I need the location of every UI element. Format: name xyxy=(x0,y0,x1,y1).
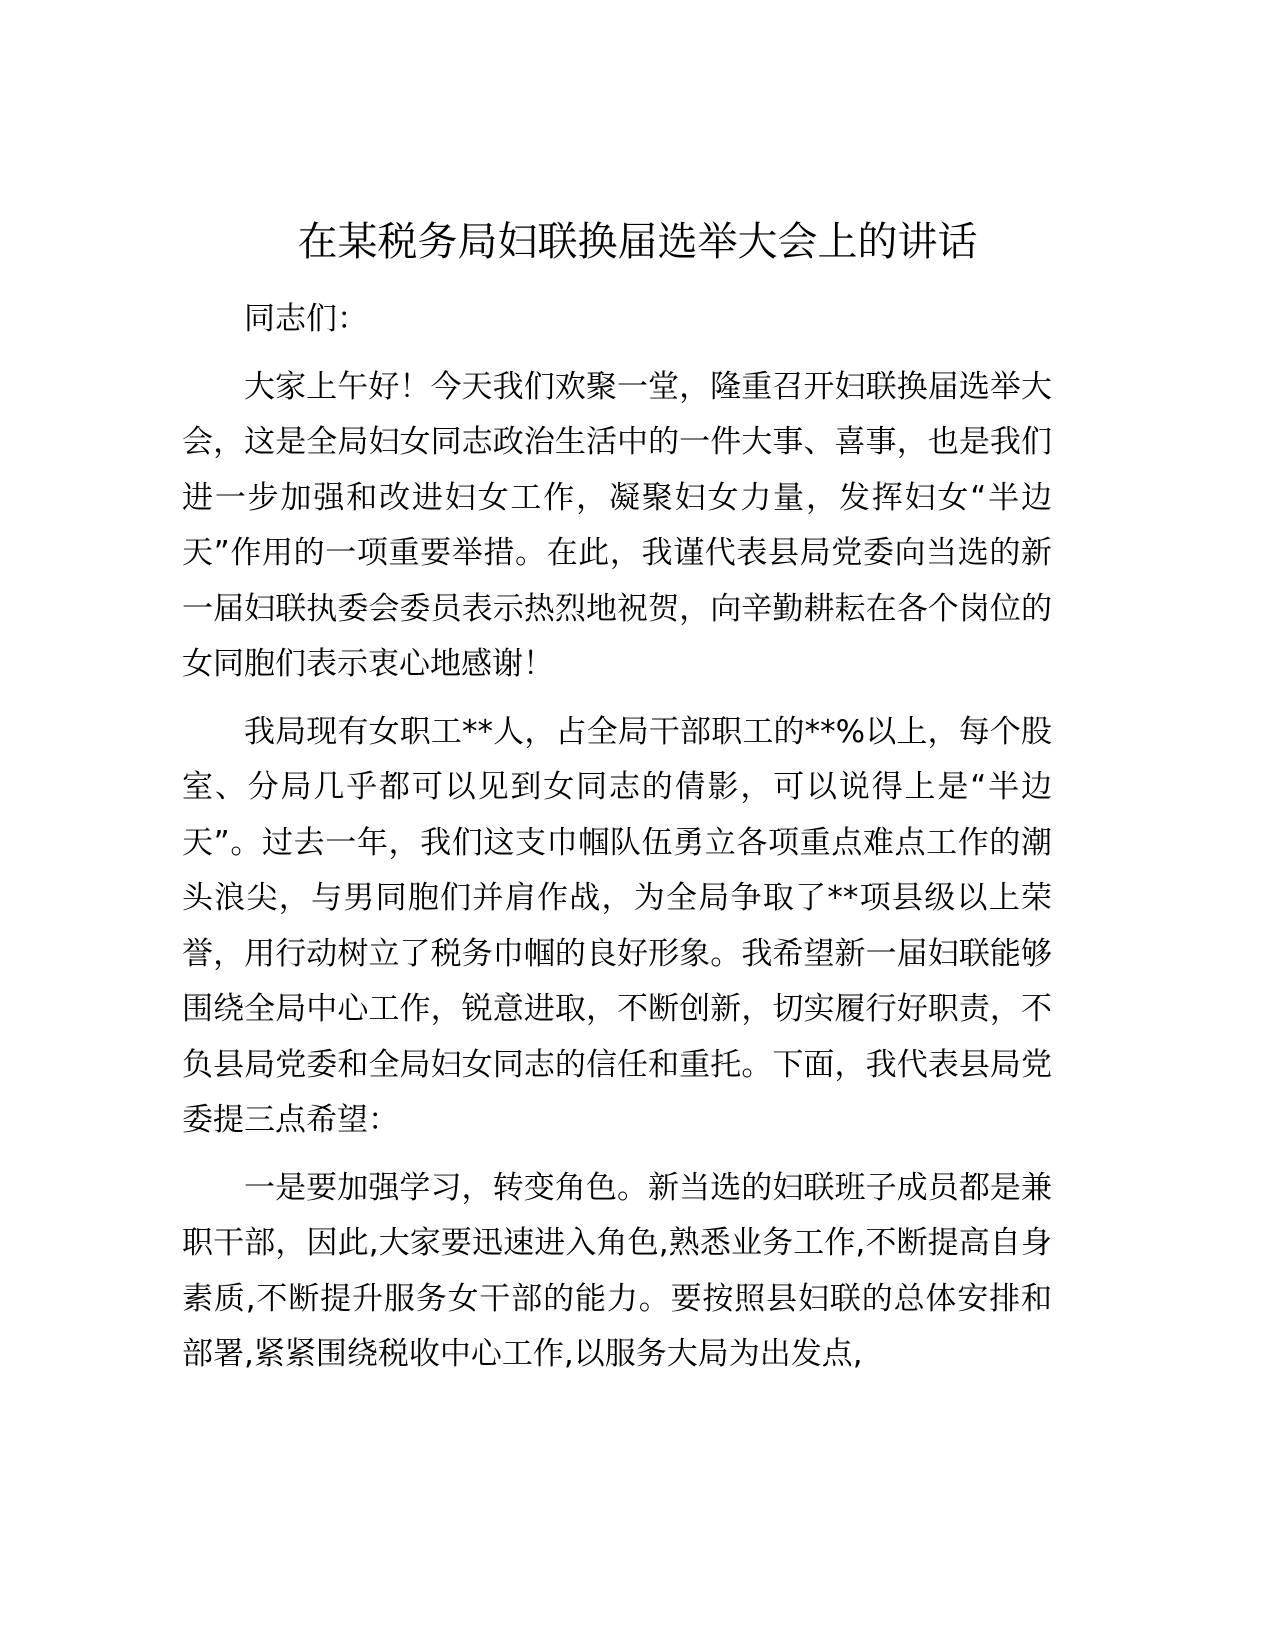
document-title: 在某税务局妇联换届选举大会上的讲话 xyxy=(297,219,978,265)
document-body xyxy=(182,292,1052,1395)
paragraph-3: 一是要加强学习，转变角色。新当选的妇联班子成员都是兼职干部，因此,大家要迅速进入角色,熟悉业务工作,不断提高自身素质,不断提升服务女干部的能力。要按照县妇联的总体安排和部署,紧紧围绕税收中心工作,以服务大局为出发点, xyxy=(182,1169,1052,1372)
paragraph-1: 大家上午好！今天我们欢聚一堂，隆重召开妇联换届选举大会，这是全局妇女同志政治生活中的一件大事、喜事，也是我们进一步加强和改进妇女工作，凝聚妇女力量，发挥妇女“半边天”作用的一项重要举措。在此，我谨代表县局党委向当选的新一届妇联执委会委员表示热烈地祝贺，向辛勤耕耘在各个岗位的女同胞们表示衷心地感谢！ xyxy=(182,368,1052,682)
salutation: 同志们： xyxy=(244,301,368,337)
paragraph-2: 我局现有女职工**人，占全局干部职工的**%以上，每个股室、分局几乎都可以见到女同志的倩影，可以说得上是“半边天”。过去一年，我们这支巾帼队伍勇立各项重点难点工作的潮头浪尖，与男同胞们并肩作战，为全局争取了**项县级以上荣誉，用行动树立了税务巾帼的良好形象。我希望新一届妇联能够围绕全局中心工作，锐意进取，不断创新，切实履行好职责，不负县局党委和全局妇女同志的信任和重托。下面，我代表县局党委提三点希望： xyxy=(182,713,1052,1138)
